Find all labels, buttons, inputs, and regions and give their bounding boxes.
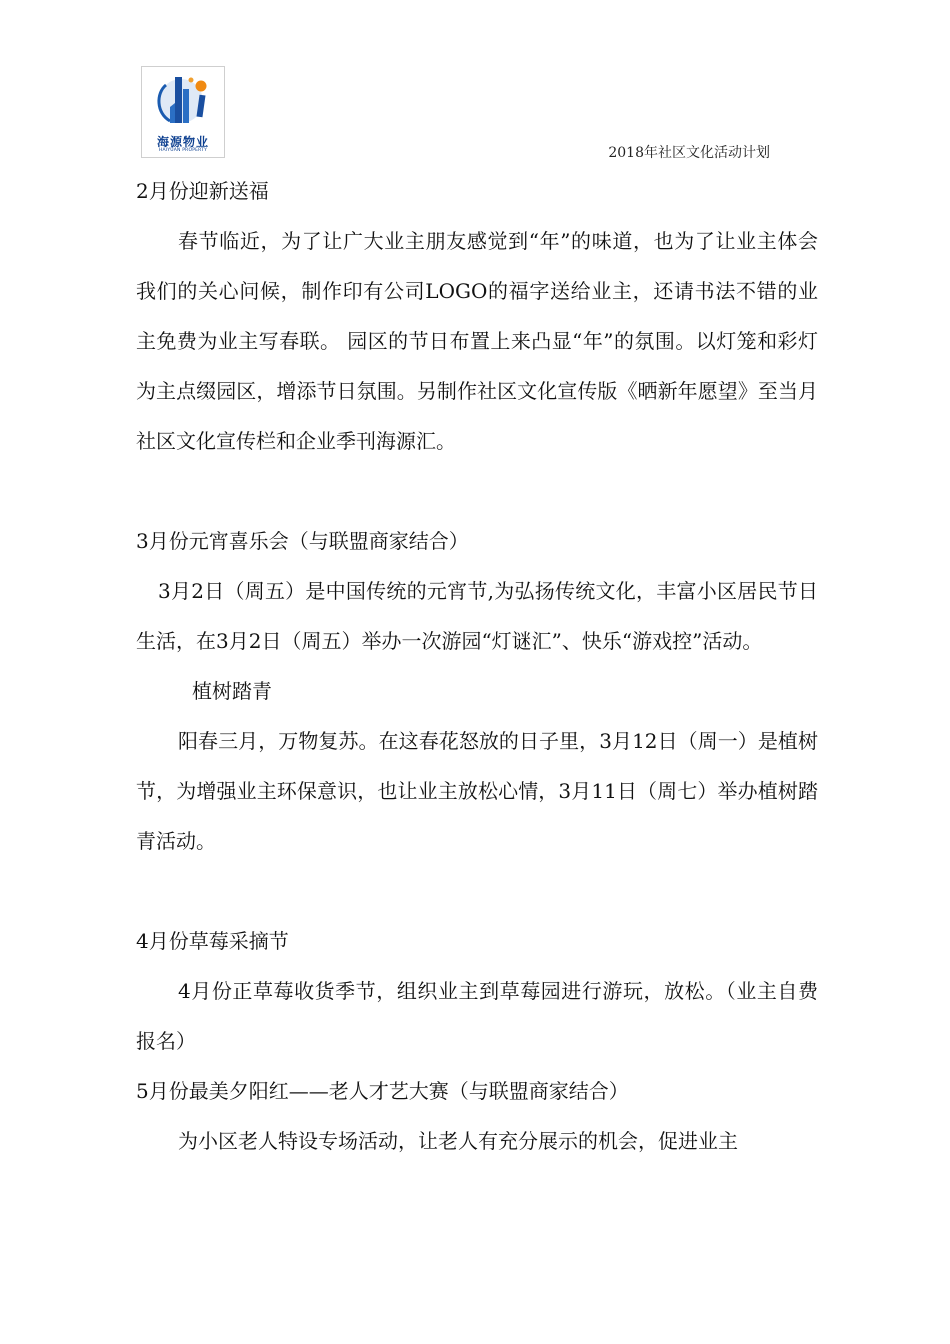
running-header-title: 2018年社区文化活动计划: [608, 145, 770, 161]
logo-name-en: HAIYUAN PROPERTY: [158, 148, 208, 153]
paragraph-gap: [136, 466, 818, 516]
section-body-feb: 春节临近，为了让广大业主朋友感觉到“年”的味道，也为了让业主体会我们的关心问候，制作印有公司LOGO的福字送给业主，还请书法不错的业主免费为业主写春联。 园区的节日布置上来凸显“年”的氛围。以灯笼和彩灯为主点缀园区，增添节日氛围。另制作社区文化宣传版《晒新年愿望》至当月社区文化宣传栏和企业季刊海源汇。: [136, 229, 818, 453]
logo-name-cn: 海源物业: [156, 135, 209, 149]
section-body-mar: 3月2日（周五）是中国传统的元宵节,为弘扬传统文化，丰富小区居民节日生活，在3月2日（周五）举办一次游园“灯谜汇”、快乐“游戏控”活动。: [136, 579, 818, 653]
section-title-mar: 3月份元宵喜乐会（与联盟商家结合）: [136, 529, 469, 553]
section-title-may: 5月份最美夕阳红——老人才艺大赛（与联盟商家结合）: [136, 1079, 629, 1103]
section-title-feb: 2月份迎新送福: [136, 179, 269, 203]
company-logo: [141, 66, 225, 158]
section-title-tree: 植树踏青: [192, 679, 272, 703]
paragraph-gap: [136, 866, 818, 916]
section-body-apr: 4月份正草莓收货季节，组织业主到草莓园进行游玩，放松。（业主自费报名）: [136, 979, 818, 1053]
section-title-apr: 4月份草莓采摘节: [136, 929, 289, 953]
section-body-may: 为小区老人特设专场活动，让老人有充分展示的机会，促进业主: [178, 1129, 738, 1153]
section-body-tree: 阳春三月，万物复苏。在这春花怒放的日子里，3月12日（周一）是植树节，为增强业主环保意识，也让业主放松心情，3月11日（周七）举办植树踏青活动。: [136, 729, 818, 853]
document-body: [136, 166, 818, 1166]
